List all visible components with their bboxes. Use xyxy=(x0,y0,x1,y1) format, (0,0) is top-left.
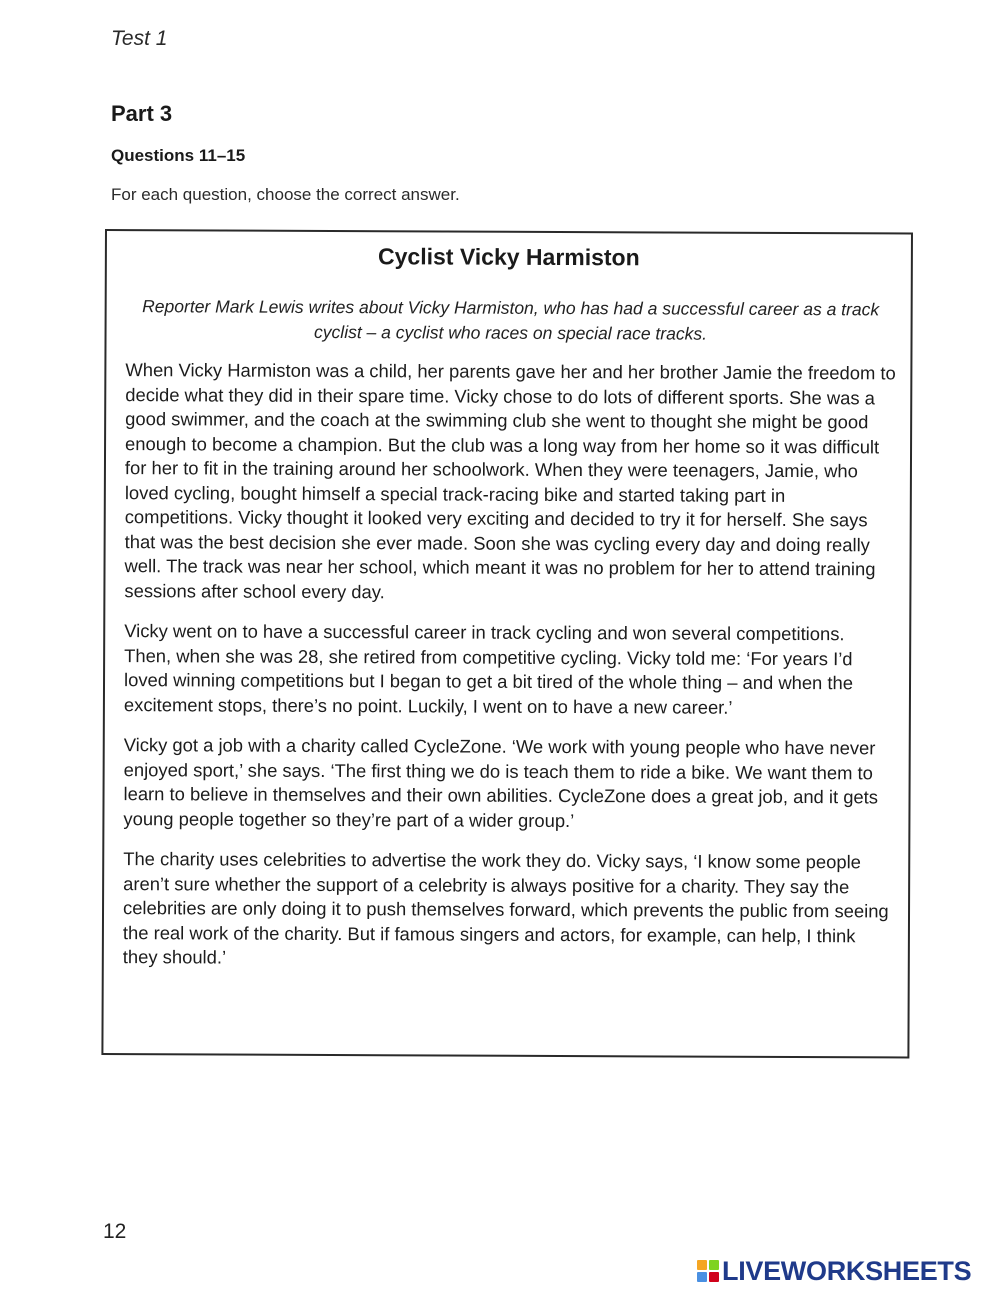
logo-square-4 xyxy=(709,1272,719,1282)
article-box xyxy=(101,229,913,1059)
header-label: Test 1 xyxy=(111,27,168,50)
instructions: For each question, choose the correct answer. xyxy=(111,185,460,204)
part-title: Part 3 xyxy=(111,101,173,126)
brand-text: LIVEWORKSHEETS xyxy=(722,1255,972,1286)
article-paragraph-4: The charity uses celebrities to advertise the work they do. Vicky says, ‘I know some people aren’t sure whether the support of a celebrity is always positive for a charity. They say the celebrities are only doing it to push themselves forward, which prevents the public from seeing the real work of the charity. But if famous singers and actors, for example, can help, I think they should.’ xyxy=(122,848,889,968)
brand-logo[interactable] xyxy=(697,1256,971,1286)
article-paragraph-2: Vicky went on to have a successful career in track cycling and won several competitions. Then, when she was 28, she retired from competitive cycling. Vicky told me: ‘For years I’d loved winning competitions but I began to get a bit tired of the whole thing – and when the excitement stops, there’s no point. Luckily, I went on to have a new career.’ xyxy=(123,620,854,718)
liveworksheets-logo-icon xyxy=(697,1260,719,1282)
article-paragraph-3: Vicky got a job with a charity called CycleZone. ‘We work with young people who have never enjoyed sport,’ she says. ‘The first thing we do is teach them to ride a bike. We want them to learn to believe in themselves and their own abilities. CycleZone does a great job, and it gets young people together so they’re part of a wider group.’ xyxy=(123,734,879,831)
questions-range: Questions 11–15 xyxy=(111,146,246,165)
article-intro: Reporter Mark Lewis writes about Vicky Harmiston, who has had a successful career as a track cyclist – a cyclist who races on special race tracks. xyxy=(142,296,880,344)
article-body xyxy=(123,358,898,989)
logo-square-1 xyxy=(697,1260,707,1270)
page-number: 12 xyxy=(103,1220,127,1243)
article-paragraph-1: When Vicky Harmiston was a child, her parents gave her and her brother Jamie the freedom to decide what they did in their spare time. Vicky chose to do lots of different sports. She was a good swimmer, and the coach at the swimming club she went to thought she might be good enough to become a champion. But the club was a long way from her home so it was difficult for her to fit in the training around her schoolwork. When they were teenagers, Jamie, who loved cycling, bought himself a special track-racing bike and started taking part in competitions. Vicky thought it looked very exciting and decided to try it for herself. She says that was the best decision she ever made. Soon she was cycling every day and doing really well. The track was near her school, which meant it was no problem for her to attend training sessions after school every day. xyxy=(124,359,896,602)
article-title: Cyclist Vicky Harmiston xyxy=(377,243,640,271)
logo-square-2 xyxy=(709,1260,719,1270)
logo-square-3 xyxy=(697,1272,707,1282)
